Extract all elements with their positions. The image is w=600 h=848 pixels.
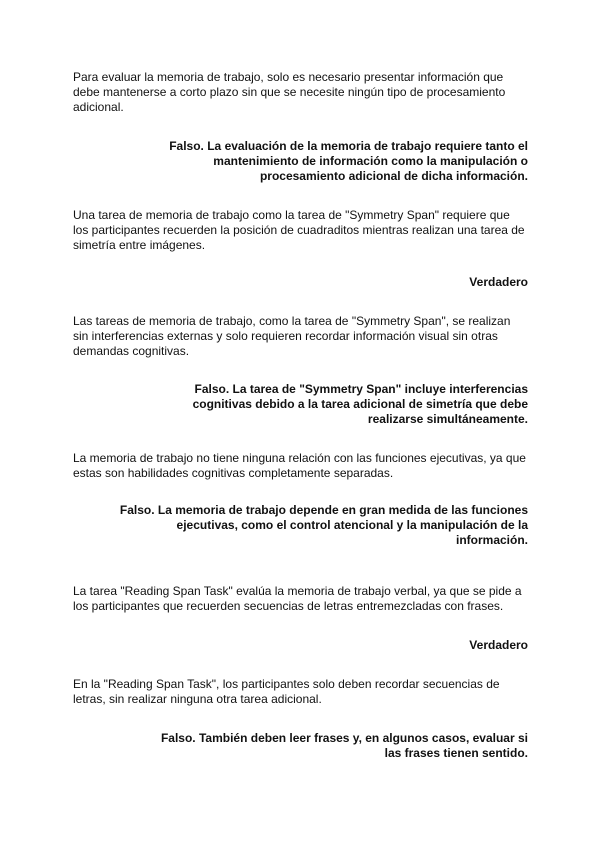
- answer-6: Falso. También deben leer frases y, en algunos casos, evaluar si las frases tienen sentido.: [160, 731, 528, 760]
- answer-3: Falso. La tarea de "Symmetry Span" incluye interferencias cognitivas debido a la tarea adicional de simetría que debe realizarse simultáneamente.: [192, 382, 528, 426]
- question-1: Para evaluar la memoria de trabajo, solo es necesario presentar información que debe mantenerse a corto plazo sin que se necesite ningún tipo de procesamiento adicional.: [73, 70, 506, 114]
- answer-5: Verdadero: [469, 638, 528, 652]
- question-4: La memoria de trabajo no tiene ninguna relación con las funciones ejecutivas, ya que estas son habilidades cognitivas completamente separadas.: [73, 451, 526, 480]
- answer-2: Verdadero: [469, 275, 528, 289]
- answer-4: Falso. La memoria de trabajo depende en gran medida de las funciones ejecutivas, como el control atencional y la manipulación de la información.: [119, 503, 528, 547]
- answer-1: Falso. La evaluación de la memoria de trabajo requiere tanto el mantenimiento de información como la manipulación o procesamiento adicional de dicha información.: [169, 139, 528, 183]
- question-3: Las tareas de memoria de trabajo, como la tarea de "Symmetry Span", se realizan sin interferencias externas y solo requieren recordar información visual sin otras demandas cognitivas.: [73, 314, 511, 358]
- question-5: La tarea "Reading Span Task" evalúa la memoria de trabajo verbal, ya que se pide a los participantes que recuerden secuencias de letras entremezcladas con frases.: [73, 584, 522, 613]
- question-2: Una tarea de memoria de trabajo como la tarea de "Symmetry Span" requiere que los participantes recuerden la posición de cuadraditos mientras realizan una tarea de simetría entre imágenes.: [73, 208, 525, 252]
- question-6: En la "Reading Span Task", los participantes solo deben recordar secuencias de letras, sin realizar ninguna otra tarea adicional.: [73, 677, 500, 706]
